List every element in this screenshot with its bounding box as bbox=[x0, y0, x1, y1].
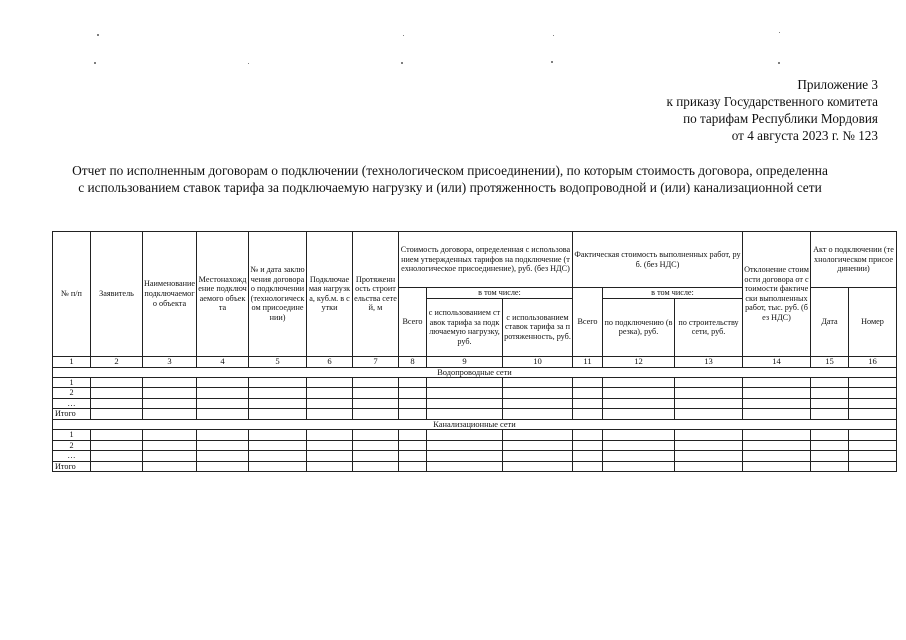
column-number: 8 bbox=[399, 356, 427, 367]
header-object-location: Местонахождение подключаемого объекта bbox=[197, 232, 249, 357]
table-row bbox=[53, 377, 897, 388]
column-number: 5 bbox=[249, 356, 307, 367]
row-label: 2 bbox=[53, 440, 91, 451]
scan-speck bbox=[401, 62, 403, 64]
report-title: Отчет по исполненным договорам о подключении (технологическом присоединении), по которым стоимость договора, определенна с использованием ставок тарифа за подключаемую нагрузку и (или) протяженность водопроводной и (или) канализационной сети bbox=[72, 163, 828, 195]
column-number: 2 bbox=[91, 356, 143, 367]
table-row bbox=[53, 451, 897, 462]
section-sewer-title: Канализационные сети bbox=[53, 419, 897, 429]
appendix-line: от 4 августа 2023 г. № 123 bbox=[731, 128, 878, 143]
header-deviation: Отклонение стоимости договора от стоимости фактически выполненных работ, тыс. руб. (без НДС) bbox=[743, 232, 811, 357]
header-fact-construction: по строительству сети, руб. bbox=[675, 298, 743, 356]
column-number: 9 bbox=[427, 356, 503, 367]
appendix-reference bbox=[518, 76, 878, 144]
column-number: 7 bbox=[353, 356, 399, 367]
scan-speck bbox=[778, 62, 780, 64]
header-length: Протяженность строительства сетей, м bbox=[353, 232, 399, 357]
column-number: 11 bbox=[573, 356, 603, 367]
scan-speck bbox=[553, 35, 554, 36]
row-label: 2 bbox=[53, 388, 91, 399]
header-contract: № и дата заключения договора о подключении (технологическом присоединении) bbox=[249, 232, 307, 357]
column-number: 15 bbox=[811, 356, 849, 367]
scan-speck bbox=[779, 32, 780, 33]
column-number: 14 bbox=[743, 356, 811, 367]
section-row bbox=[53, 367, 897, 377]
total-label: Итого bbox=[53, 409, 91, 420]
header-fact-including: в том числе: bbox=[603, 288, 743, 299]
header-contract-cost: Стоимость договора, определенная с использованием утвержденных тарифов на подключение (технологическое присоединение), руб. (без НДС) bbox=[399, 232, 573, 288]
column-number: 12 bbox=[603, 356, 675, 367]
header-fact-connection: по подключению (врезка), руб. bbox=[603, 298, 675, 356]
header-cost-by-load: с использованием ставок тарифа за подключаемую нагрузку, руб. bbox=[427, 298, 503, 356]
header-cost-including: в том числе: bbox=[427, 288, 573, 299]
header-cost-total: Всего bbox=[399, 288, 427, 357]
section-row bbox=[53, 419, 897, 429]
scan-speck bbox=[403, 35, 404, 36]
section-water-title: Водопроводные сети bbox=[53, 367, 897, 377]
appendix-line: к приказу Государственного комитета bbox=[666, 94, 878, 109]
header-act-number: Номер bbox=[849, 288, 897, 357]
scan-speck bbox=[97, 34, 99, 36]
row-label: … bbox=[53, 398, 91, 409]
header-act: Акт о подключении (технологическом присоединении) bbox=[811, 232, 897, 288]
table-row bbox=[53, 388, 897, 399]
column-number: 10 bbox=[503, 356, 573, 367]
scan-speck bbox=[248, 63, 249, 64]
column-number: 13 bbox=[675, 356, 743, 367]
column-number: 3 bbox=[143, 356, 197, 367]
column-number: 1 bbox=[53, 356, 91, 367]
column-number: 4 bbox=[197, 356, 249, 367]
header-object-name: Наименование подключаемого объекта bbox=[143, 232, 197, 357]
header-actual-cost: Фактическая стоимость выполненных работ, руб. (без НДС) bbox=[573, 232, 743, 288]
column-number: 16 bbox=[849, 356, 897, 367]
appendix-line: Приложение 3 bbox=[797, 77, 878, 92]
header-fact-total: Всего bbox=[573, 288, 603, 357]
total-row bbox=[53, 461, 897, 472]
report-table bbox=[52, 231, 897, 472]
scan-speck bbox=[551, 61, 553, 63]
table-row bbox=[53, 440, 897, 451]
table-row bbox=[53, 429, 897, 440]
row-label: … bbox=[53, 451, 91, 462]
table-row bbox=[53, 398, 897, 409]
appendix-line: по тарифам Республики Мордовия bbox=[683, 111, 878, 126]
column-numbers-row bbox=[53, 356, 897, 367]
header-act-date: Дата bbox=[811, 288, 849, 357]
row-label: 1 bbox=[53, 377, 91, 388]
header-cost-by-length: с использованием ставок тарифа за протяженность, руб. bbox=[503, 298, 573, 356]
scan-speck bbox=[94, 62, 96, 64]
header-load: Подключаемая нагрузка, куб.м. в сутки bbox=[307, 232, 353, 357]
column-number: 6 bbox=[307, 356, 353, 367]
row-label: 1 bbox=[53, 429, 91, 440]
header-applicant: Заявитель bbox=[91, 232, 143, 357]
header-number: № п/п bbox=[53, 232, 91, 357]
total-row bbox=[53, 409, 897, 420]
total-label: Итого bbox=[53, 461, 91, 472]
